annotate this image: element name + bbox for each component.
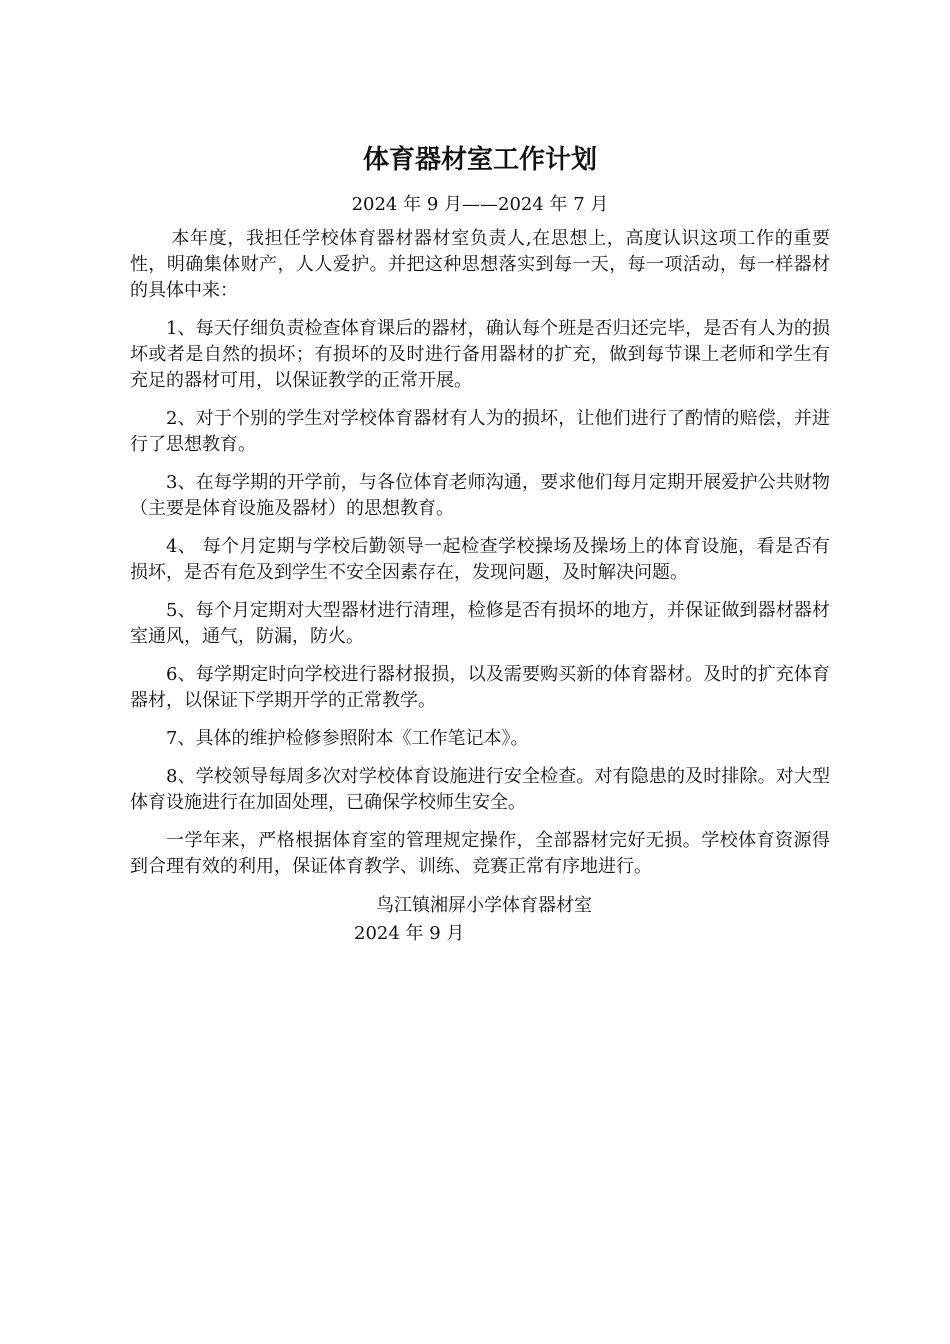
item-paragraph-4: 4、 每个月定期与学校后勤领导一起检查学校操场及操场上的体育设施，看是否有损坏，是否有危及到学生不安全因素存在，发现问题，及时解决问题。 (130, 536, 830, 583)
intro-paragraph: 本年度，我担任学校体育器材器材室负责人,在思想上，高度认识这项工作的重要性，明确集体财产，人人爱护。并把这种思想落实到每一天，每一项活动，每一样器材的具体中来： (130, 228, 830, 301)
document-page (130, 140, 830, 948)
date-range: 2024 年 9 月——2024 年 7 月 (351, 194, 609, 215)
item-paragraph-8: 8、学校领导每周多次对学校体育设施进行安全检查。对有隐患的及时排除。对大型体育设施进行在加固处理，已确保学校师生安全。 (130, 766, 830, 813)
item-paragraph-3: 3、在每学期的开学前，与各位体育老师沟通，要求他们每月定期开展爱护公共财物（主要是体育设施及器材）的思想教育。 (130, 472, 830, 519)
item-paragraph-7: 7、具体的维护检修参照附本《工作笔记本》。 (166, 728, 529, 749)
signature-date: 2024 年 9 月 (354, 923, 465, 944)
item-paragraph-5: 5、每个月定期对大型器材进行清理，检修是否有损坏的地方，并保证做到器材器材室通风，通气，防漏，防火。 (130, 600, 830, 647)
item-paragraph-6: 6、每学期定时向学校进行器材报损，以及需要购买新的体育器材。及时的扩充体育器材，以保证下学期开学的正常教学。 (130, 664, 830, 711)
summary-paragraph: 一学年来，严格根据体育室的管理规定操作，全部器材完好无损。学校体育资源得到合理有效的利用，保证体育教学、训练、竞赛正常有序地进行。 (130, 830, 830, 877)
item-paragraph-2: 2、对于个别的学生对学校体育器材有人为的损坏，让他们进行了酌情的赔偿，并进行了思想教育。 (130, 408, 830, 455)
document-title: 体育器材室工作计划 (362, 145, 597, 175)
signature-organization: 鸟江镇湘屏小学体育器材室 (376, 895, 592, 916)
item-paragraph-1: 1、每天仔细负责检查体育课后的器材，确认每个班是否归还完毕，是否有人为的损坏或者是自然的损坏；有损坏的及时进行备用器材的扩充，做到每节课上老师和学生有充足的器材可用，以保证教学的正常开展。 (130, 318, 830, 391)
signature-block (130, 892, 830, 948)
